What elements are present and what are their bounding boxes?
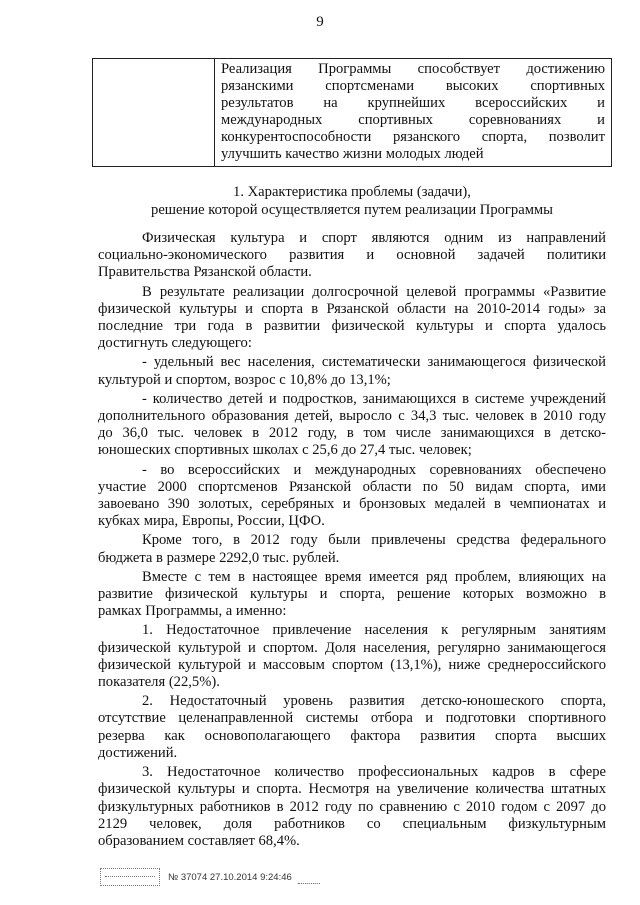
body-line: 1. Недостаточное привлечение населения к регулярным занятиям [142,622,606,639]
body-line: последние три года в развитии физической культуры и спорта удалось [98,318,606,335]
stamp-logo-icon [100,868,160,886]
body-text [98,230,606,852]
summary-table [92,58,612,167]
body-line: физической культурой и спортом. Доля населения, регулярно занимающегося [98,639,606,656]
body-line: Правительства Рязанской области. [98,264,312,281]
body-line: достигнуть следующего: [98,335,252,352]
handwritten-mark-icon [297,871,324,884]
body-line: физической культурой и массовым спортом (13,1%), ниже среднероссийского [98,656,606,673]
section-title-line: решение которой осуществляется путем реализации Программы [151,202,553,218]
table-row [93,59,612,167]
body-line: - удельный вес населения, систематически занимающегося физической [142,354,606,371]
body-line: образованием составляет 68,4%. [98,832,300,849]
body-line: В результате реализации долгосрочной целевой программы «Развитие [142,283,606,300]
body-line: социально-экономического развития и основной задачей политики [98,247,606,264]
table-text [221,61,605,163]
body-line: Кроме того, в 2012 году были привлечены средства федерального [142,532,606,549]
table-line: улучшить качество жизни молодых людей [221,146,484,162]
body-line: Физическая культура и спорт являются одним из направлений [142,230,606,246]
body-line: кубках мира, Европы, России, ЦФО. [98,513,325,530]
table-line: международных спортивных соревнованиях и [221,112,605,128]
body-line: 2129 человек, доля работников со специальным физкультурным [98,815,606,832]
body-line: 2. Недостаточный уровень развития детско-юношеского спорта, [142,693,606,710]
table-empty-cell [93,59,215,167]
body-line: - во всероссийских и международных соревнованиях обеспечено [142,461,606,478]
body-line: до 36,0 тыс. человек в 2012 году, в том числе занимающихся в детско- [98,425,606,442]
body-line: культурой и спортом, возрос с 10,8% до 13,1%; [98,371,391,388]
table-line: результатов на крупнейших всероссийских и [221,95,605,111]
body-line: достижений. [98,744,178,761]
section-title-line: 1. Характеристика проблемы (задачи), [233,184,471,200]
body-line: резерва как основополагающего фактора развития спорта высших [98,727,606,744]
body-line: бюджета в размере 2292,0 тыс. рублей. [98,549,340,566]
body-line: участие 2000 спортсменов Рязанской области по 50 видам спорта, ими [98,478,606,495]
body-line: юношеских спортивных школах с 25,6 до 27,4 тыс. человек; [98,442,472,459]
body-line: - количество детей и подростков, занимающихся в системе учреждений [142,390,606,407]
footer-doc-number: № 37074 27.10.2014 9:24:46 [168,871,292,883]
body-line: физической культуры и спорта в Рязанской области на 2010-2014 годы» за [98,300,606,317]
section-title [92,183,612,219]
body-line: рамках Программы, а именно: [98,603,287,620]
table-line: конкурентоспособности рязанского спорта, позволит [221,129,605,145]
body-line: отсутствие целенаправленной системы отбора и подготовки спортивного [98,710,606,727]
body-line: показателя (22,5%). [98,674,220,691]
body-line: дополнительного образования детей, выросло с 34,3 тыс. человек в 2010 году [98,408,606,425]
body-line: Вместе с тем в настоящее время имеется ряд проблем, влияющих на [142,568,606,585]
body-line: развитие физической культуры и спорта, решение которых возможно в [98,586,606,603]
table-line: Реализация Программы способствует достижению [221,61,605,77]
table-line: рязанскими спортсменами высоких спортивных [221,78,605,94]
body-line: 3. Недостаточное количество профессиональных кадров в сфере [142,764,606,781]
body-line: физической культуры и спорта. Несмотря на увеличение количества штатных [98,781,606,798]
body-line: физкультурных работников в 2012 году по сравнению с 2010 годом с 2097 до [98,798,606,815]
table-text-cell [215,59,612,167]
body-line: завоевано 390 золотых, серебряных и бронзовых медалей в чемпионатах и [98,496,606,513]
footer [100,868,322,886]
page-number: 9 [316,14,324,30]
